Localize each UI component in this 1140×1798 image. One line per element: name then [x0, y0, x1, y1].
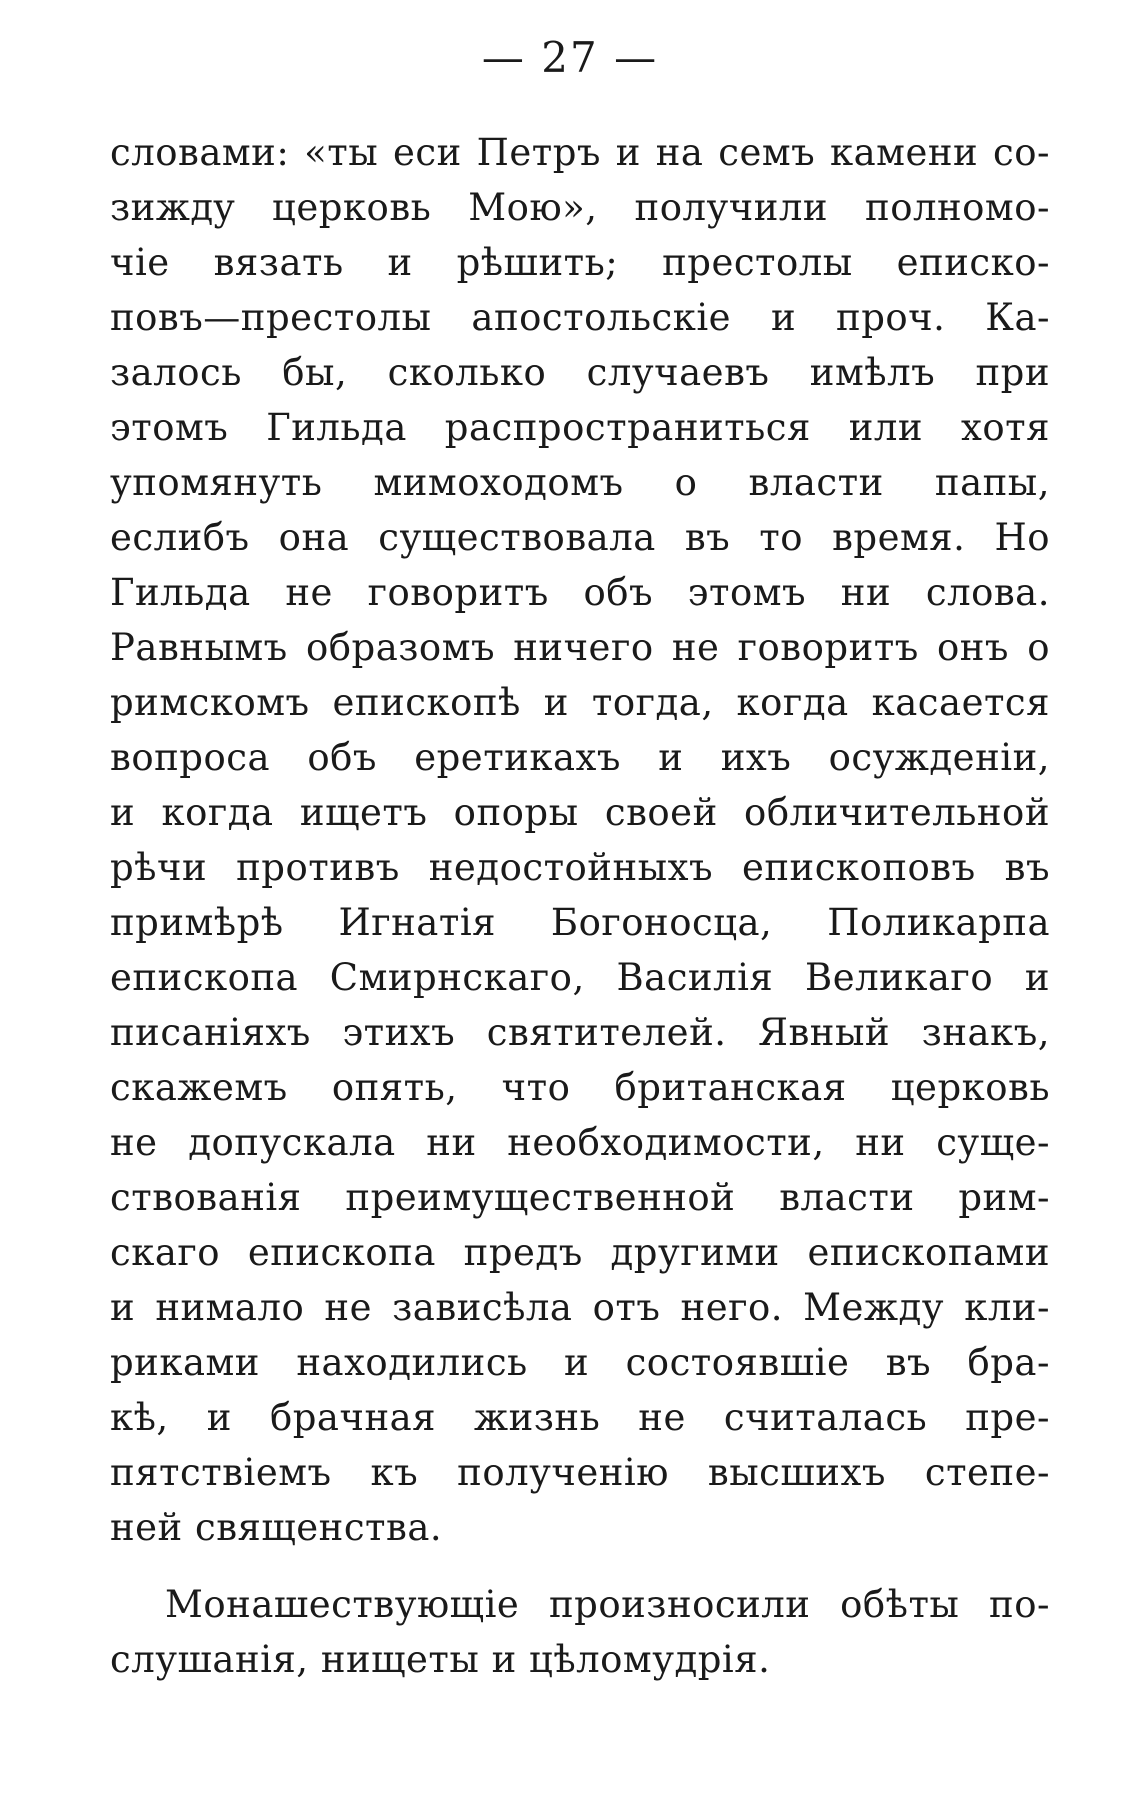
- text-line: словами: «ты еси Петръ и на семъ камени со-: [110, 131, 1050, 174]
- text-line: и нимало не зависѣла отъ него. Между кли-: [110, 1286, 1050, 1329]
- text-line: залось бы, сколько случаевъ имѣлъ при: [110, 351, 1050, 394]
- text-line: и когда ищетъ опоры своей обличительной: [110, 791, 1050, 834]
- text-line: упомянуть мимоходомъ о власти папы,: [110, 461, 1050, 504]
- text-line: слушанія, нищеты и цѣломудрія.: [110, 1638, 771, 1681]
- body-text: [110, 125, 1050, 1687]
- text-line: скаго епископа предъ другими епископами: [110, 1231, 1050, 1274]
- text-line: ствованія преимущественной власти рим-: [110, 1176, 1050, 1219]
- text-line: скажемъ опять, что британская церковь: [110, 1066, 1050, 1109]
- text-line: примѣрѣ Игнатія Богоносца, Поликарпа: [110, 901, 1050, 944]
- text-line: ней священства.: [110, 1506, 443, 1549]
- paragraph: [110, 1577, 1050, 1687]
- text-line: зиждy церковь Мою», получили полномо-: [110, 186, 1050, 229]
- paragraph-gap: [110, 1555, 1050, 1577]
- text-line: не допускала ни необходимости, ни суще-: [110, 1121, 1050, 1164]
- page-number: — 27 —: [481, 33, 659, 82]
- paragraph: [110, 125, 1050, 1555]
- text-line: писаніяхъ этихъ святителей. Явный знакъ,: [110, 1011, 1050, 1054]
- text-line: кѣ, и брачная жизнь не считалась пре-: [110, 1396, 1050, 1439]
- text-line: пятствіемъ къ полученію высшихъ степе-: [110, 1451, 1050, 1494]
- text-line: еслибъ она существовала въ то время. Но: [110, 516, 1050, 559]
- text-line: Гильда не говоритъ объ этомъ ни слова.: [110, 571, 1050, 614]
- text-line: Равнымъ образомъ ничего не говоритъ онъ о: [110, 626, 1050, 669]
- text-line: риками находились и состоявшіе въ бра-: [110, 1341, 1050, 1384]
- text-line: Монашествующіе произносили обѣты по-: [165, 1583, 1050, 1626]
- text-line: вопроса объ еретикахъ и ихъ осужденіи,: [110, 736, 1050, 779]
- text-line: чіе вязать и рѣшить; престолы еписко-: [110, 241, 1050, 284]
- text-line: этомъ Гильда распространиться или хотя: [110, 406, 1050, 449]
- text-line: римскомъ епископѣ и тогда, когда касается: [110, 681, 1050, 724]
- text-line: повъ—престолы апостольскіе и проч. Ка-: [110, 296, 1050, 339]
- text-line: епископа Смирнскаго, Василія Великаго и: [110, 956, 1050, 999]
- text-line: рѣчи противъ недостойныхъ епископовъ въ: [110, 846, 1050, 889]
